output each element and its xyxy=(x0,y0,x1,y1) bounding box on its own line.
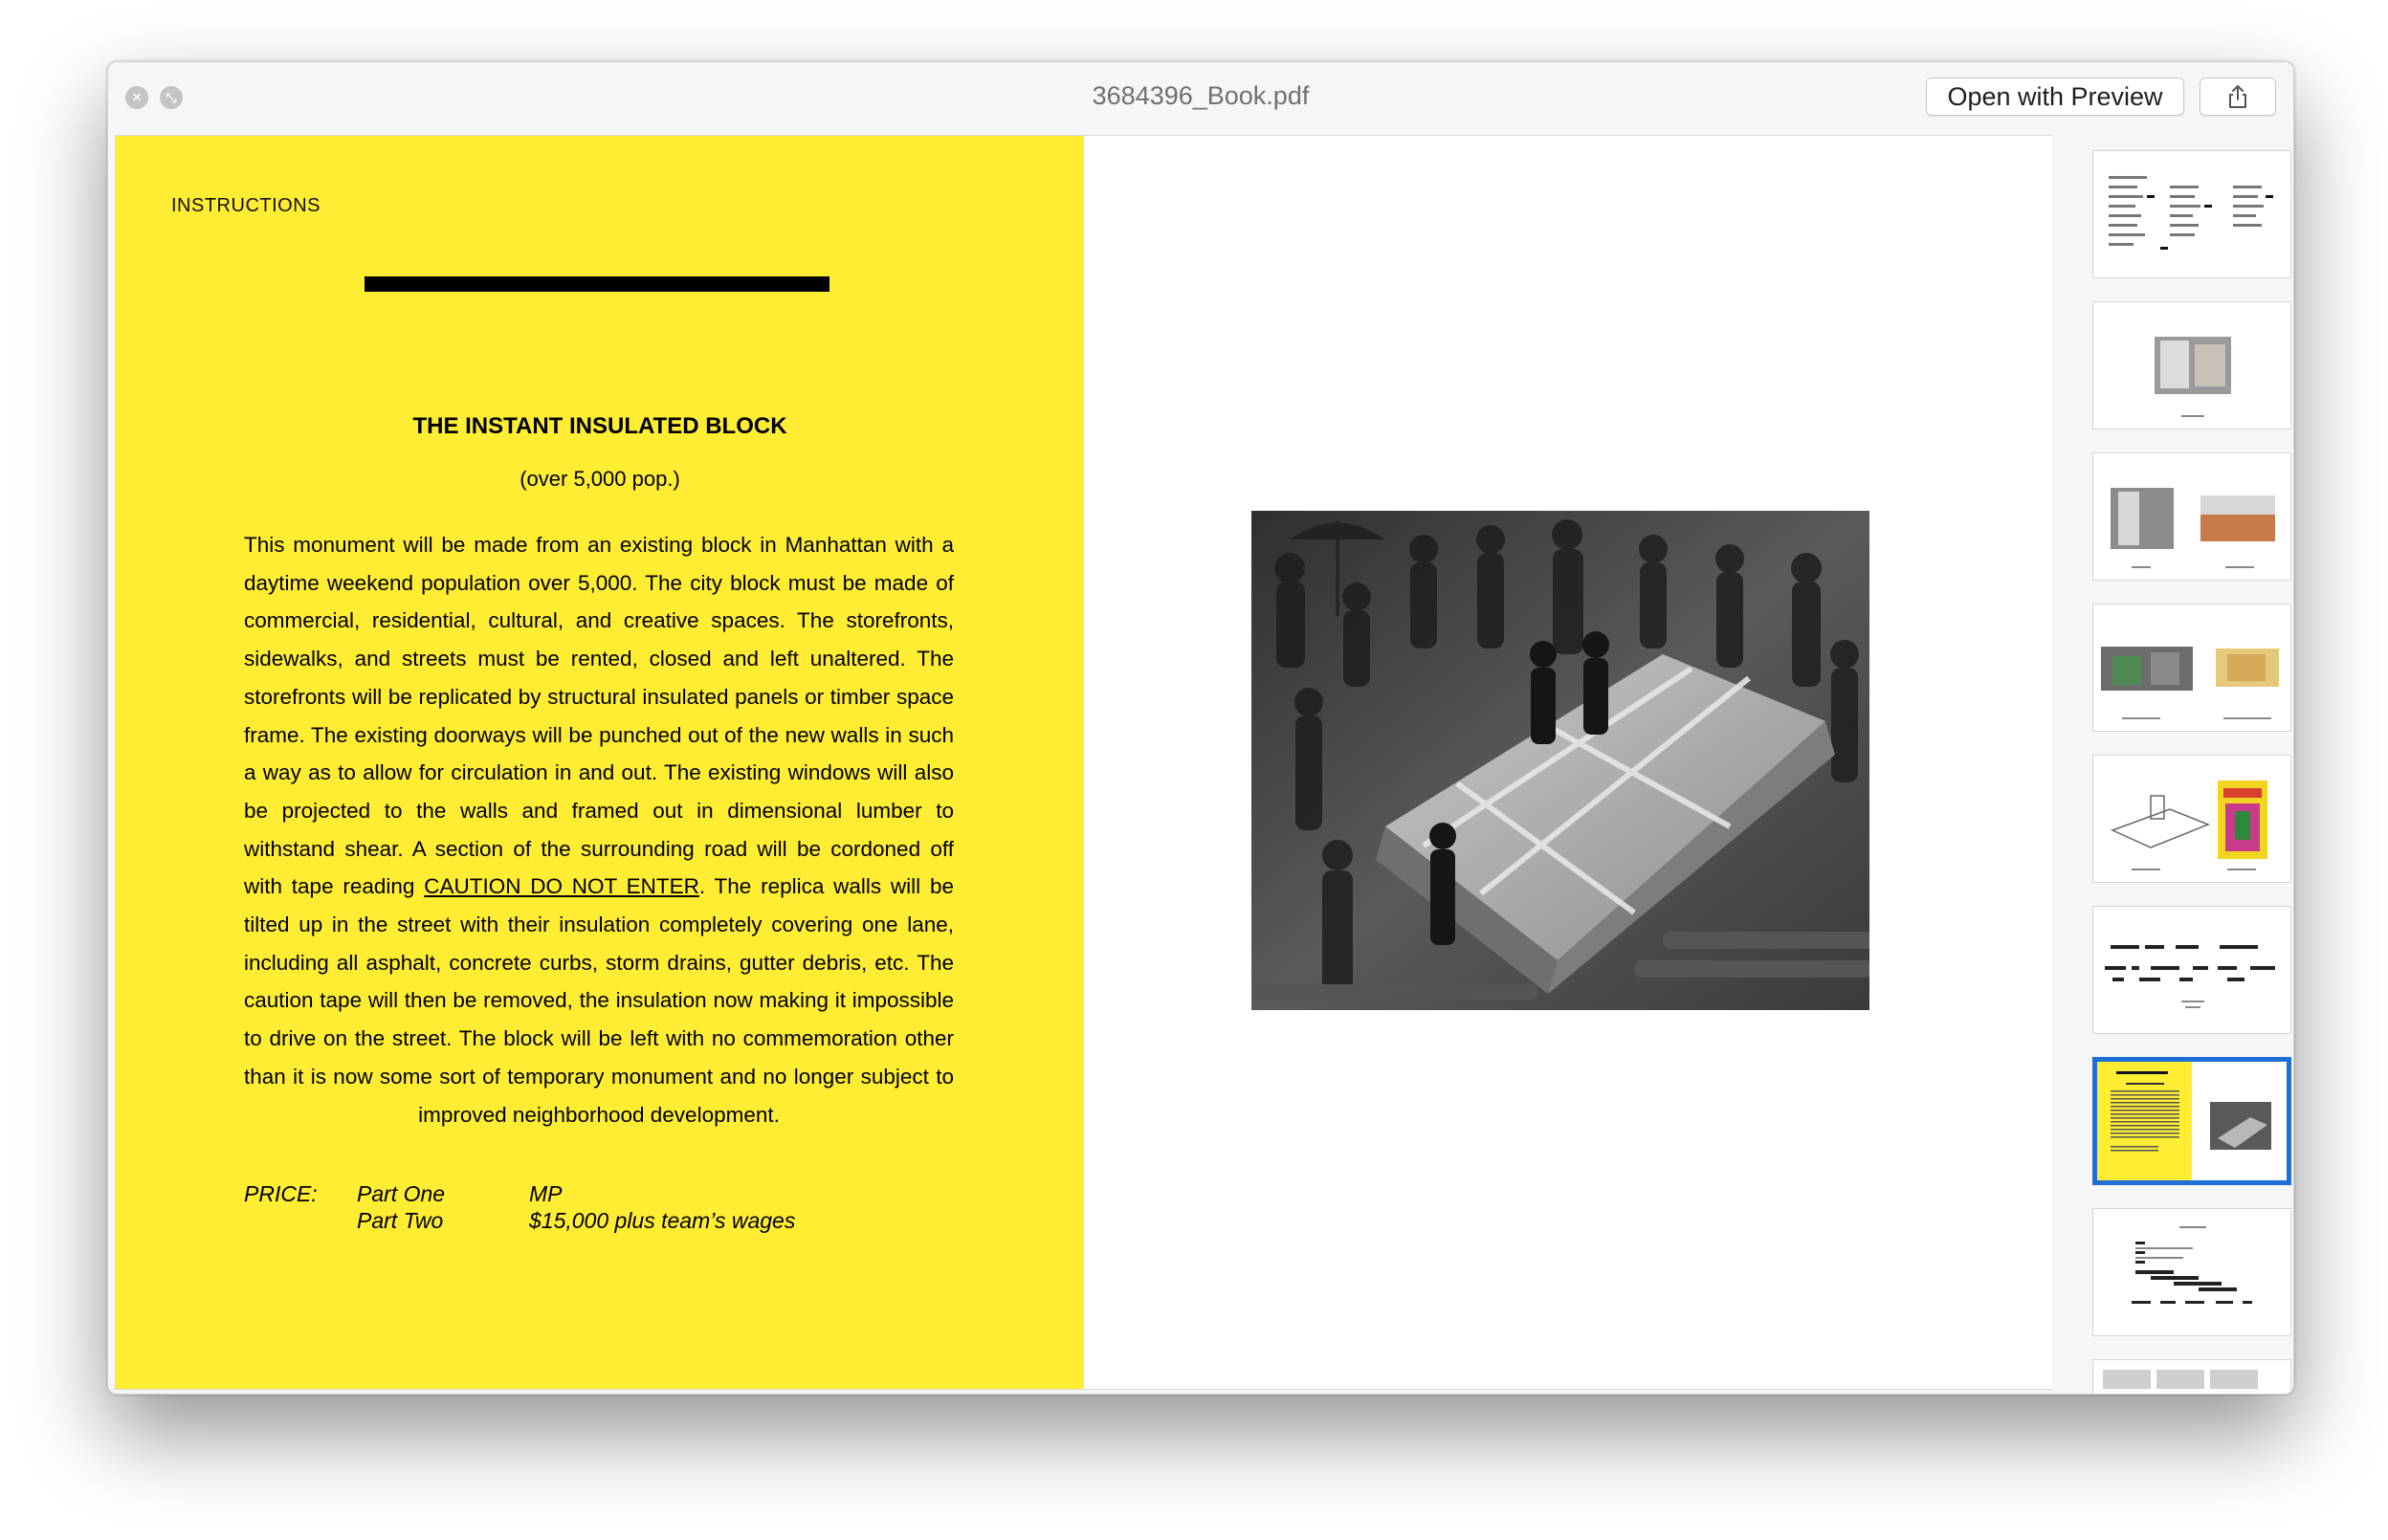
page-right xyxy=(1084,136,2052,1389)
photo-illustration xyxy=(1251,511,1869,1010)
thumbnail-preview xyxy=(2093,1209,2291,1336)
thumbnail-page-9[interactable] xyxy=(2092,1359,2291,1394)
page-thumbnail-sidebar[interactable] xyxy=(2052,135,2293,1394)
window-title: 3684396_Book.pdf xyxy=(1092,81,1310,110)
open-with-preview-button[interactable]: Open with Preview xyxy=(1926,77,2184,116)
title-bar[interactable] xyxy=(108,62,2293,133)
thumbnail-preview xyxy=(2093,907,2291,1034)
thumbnail-page-6[interactable] xyxy=(2092,906,2291,1034)
document-view[interactable] xyxy=(115,135,2053,1390)
thumbnail-preview xyxy=(2093,151,2291,278)
thumbnail-preview xyxy=(2093,302,2291,429)
thumbnail-preview xyxy=(2093,756,2291,883)
page-title: THE INSTANT INSULATED BLOCK xyxy=(412,413,787,439)
thumbnail-page-5[interactable] xyxy=(2092,755,2291,883)
thumbnail-page-8[interactable] xyxy=(2092,1208,2291,1336)
price-value: MP xyxy=(529,1181,563,1206)
section-label: INSTRUCTIONS xyxy=(171,195,321,216)
price-label: PRICE: xyxy=(244,1181,318,1206)
fullscreen-icon[interactable]: ⤡ xyxy=(160,86,183,109)
page-subtitle: (over 5,000 pop.) xyxy=(520,467,680,491)
thumbnail-preview xyxy=(2093,1360,2291,1394)
thumbnail-preview xyxy=(2093,605,2291,732)
thumbnail-page-7[interactable] xyxy=(2092,1057,2291,1185)
body-text-part: . The replica walls will be tilted up in the street with their insulation completely covering one lane, including all asphalt, concrete curbs, storm drains, gutter debris, etc. The caution tape will then be removed, the insulation now making it impossible to drive on the street. The block will be left with no commemoration other than it is now some sort of temporary monument and no longer subject to improved neighborhood development. xyxy=(244,874,954,1127)
share-icon xyxy=(2224,83,2251,110)
archival-photo xyxy=(1251,511,1869,1010)
page-left xyxy=(116,136,1084,1389)
thumbnail-page-3[interactable] xyxy=(2092,452,2291,581)
price-value: $15,000 plus team’s wages xyxy=(529,1208,796,1233)
close-icon[interactable]: × xyxy=(125,86,148,109)
quicklook-window xyxy=(107,61,2294,1395)
thumbnail-page-4[interactable] xyxy=(2092,604,2291,732)
thumbnail-preview xyxy=(2097,1062,2287,1180)
price-part: Part One xyxy=(357,1181,446,1206)
body-text-underlined: CAUTION DO NOT ENTER xyxy=(424,874,699,899)
divider-bar xyxy=(365,276,829,292)
body-text-part: This monument will be made from an existing block in Manhattan with a daytime weekend population over 5,000. The city block must be made of commercial, residential, cultural, and creative spaces. The storefronts, sidewalks, and streets must be rented, closed and left unaltered. The storefronts will be replicated by structural insulated panels or timber space frame. The existing doorways will be punched out of the new walls in such a way as to allow for circulation in and out. The existing windows will also be projected to the walls and framed out in dimensional lumber to withstand shear. A section of the surrounding road will be cordoned off with tape reading xyxy=(244,533,954,899)
thumbnail-page-2[interactable] xyxy=(2092,301,2291,429)
share-button[interactable] xyxy=(2200,77,2276,116)
thumbnail-preview xyxy=(2093,453,2291,581)
thumbnail-page-1[interactable] xyxy=(2092,150,2291,278)
body-paragraph xyxy=(244,526,954,1133)
price-part: Part Two xyxy=(357,1208,444,1233)
